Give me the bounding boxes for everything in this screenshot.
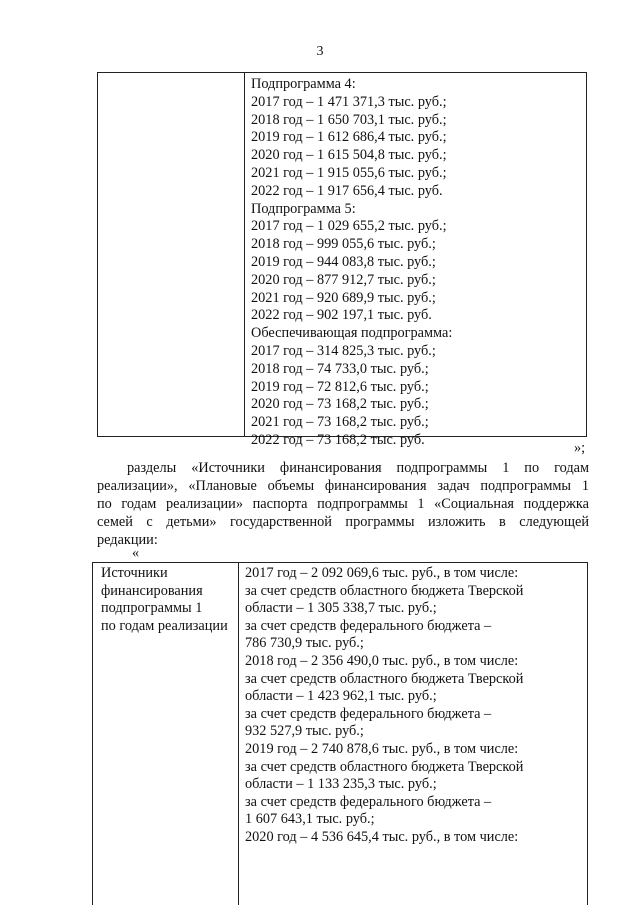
table-line: области – 1 423 962,1 тыс. руб.; bbox=[245, 688, 437, 705]
table-line: 2021 год – 920 689,9 тыс. руб.; bbox=[251, 289, 436, 306]
table-line: 2019 год – 2 740 878,6 тыс. руб., в том числе: bbox=[245, 740, 519, 757]
table-line: 2017 год – 314 825,3 тыс. руб.; bbox=[251, 342, 436, 359]
table-line: 2021 год – 73 168,2 тыс. руб.; bbox=[251, 414, 429, 431]
table-line: 932 527,9 тыс. руб.; bbox=[245, 723, 364, 740]
table-line: Подпрограмма 4: bbox=[251, 76, 356, 92]
table-line: 2022 год – 1 917 656,4 тыс. руб. bbox=[251, 182, 443, 199]
table-label-line: по годам реализации bbox=[101, 617, 228, 634]
paragraph-line: разделы «Источники финансирования подпрограммы 1 по годам bbox=[127, 460, 589, 476]
table-line: за счет средств областного бюджета Тверской bbox=[245, 582, 524, 599]
opening-quote-mark: « bbox=[132, 545, 140, 561]
paragraph-line: семей с детьми» государственной программы изложить в следующей bbox=[97, 514, 589, 530]
table-value-column bbox=[245, 565, 523, 847]
paragraph-line: реализации», «Плановые объемы финансирования задач подпрограммы 1 bbox=[97, 478, 589, 494]
table-line: 786 730,9 тыс. руб.; bbox=[245, 635, 364, 652]
paragraph-line: по годам реализации» паспорта подпрограммы 1 «Социальная поддержка bbox=[97, 496, 589, 512]
table-line: 2020 год – 73 168,2 тыс. руб.; bbox=[251, 396, 429, 413]
table-line: 2018 год – 1 650 703,1 тыс. руб.; bbox=[251, 111, 447, 128]
table-line: 2022 год – 73 168,2 тыс. руб. bbox=[251, 431, 425, 448]
table-line: 2020 год – 4 536 645,4 тыс. руб., в том числе: bbox=[245, 828, 519, 845]
table-line: 2017 год – 1 029 655,2 тыс. руб.; bbox=[251, 218, 447, 235]
table-line: 2018 год – 2 356 490,0 тыс. руб., в том числе: bbox=[245, 652, 519, 669]
table-line: 1 607 643,1 тыс. руб.; bbox=[245, 811, 375, 828]
funding-table-continued bbox=[97, 72, 587, 448]
table-line: 2017 год – 2 092 069,6 тыс. руб., в том числе: bbox=[245, 565, 519, 581]
table-line: 2020 год – 1 615 504,8 тыс. руб.; bbox=[251, 147, 447, 164]
table-value-column bbox=[251, 76, 452, 450]
table-line: 2020 год – 877 912,7 тыс. руб.; bbox=[251, 271, 436, 288]
table-line: за счет средств федерального бюджета – bbox=[245, 617, 492, 634]
closing-quote-mark: »; bbox=[574, 440, 586, 456]
body-paragraph bbox=[97, 459, 589, 549]
table-line: 2019 год – 944 083,8 тыс. руб.; bbox=[251, 253, 436, 270]
table-label-line: Источники bbox=[101, 565, 168, 581]
table-line: 2018 год – 74 733,0 тыс. руб.; bbox=[251, 360, 429, 377]
table-line: области – 1 133 235,3 тыс. руб.; bbox=[245, 776, 437, 793]
table-line: 2019 год – 72 812,6 тыс. руб.; bbox=[251, 378, 429, 395]
table-line: Обеспечивающая подпрограмма: bbox=[251, 325, 453, 342]
table-line: 2018 год – 999 055,6 тыс. руб.; bbox=[251, 236, 436, 253]
table-column-divider bbox=[238, 563, 239, 905]
funding-sources-table bbox=[92, 562, 588, 905]
table-line: 2019 год – 1 612 686,4 тыс. руб.; bbox=[251, 129, 447, 146]
table-line: 2017 год – 1 471 371,3 тыс. руб.; bbox=[251, 93, 447, 110]
table-label-column bbox=[101, 565, 228, 635]
table-label-line: подпрограммы 1 bbox=[101, 600, 203, 617]
table-line: 2021 год – 1 915 055,6 тыс. руб.; bbox=[251, 164, 447, 181]
table-line: Подпрограмма 5: bbox=[251, 200, 356, 217]
paragraph-line: редакции: bbox=[97, 532, 158, 548]
table-label-line: финансирования bbox=[101, 582, 203, 599]
table-line: за счет средств областного бюджета Тверской bbox=[245, 670, 524, 687]
table-line: области – 1 305 338,7 тыс. руб.; bbox=[245, 600, 437, 617]
table-line: 2022 год – 902 197,1 тыс. руб. bbox=[251, 307, 432, 324]
table-line: за счет средств областного бюджета Тверской bbox=[245, 758, 524, 775]
table-line: за счет средств федерального бюджета – bbox=[245, 793, 492, 810]
page-number: 3 bbox=[316, 44, 324, 59]
table-column-divider bbox=[244, 73, 245, 436]
table-line: за счет средств федерального бюджета – bbox=[245, 705, 492, 722]
